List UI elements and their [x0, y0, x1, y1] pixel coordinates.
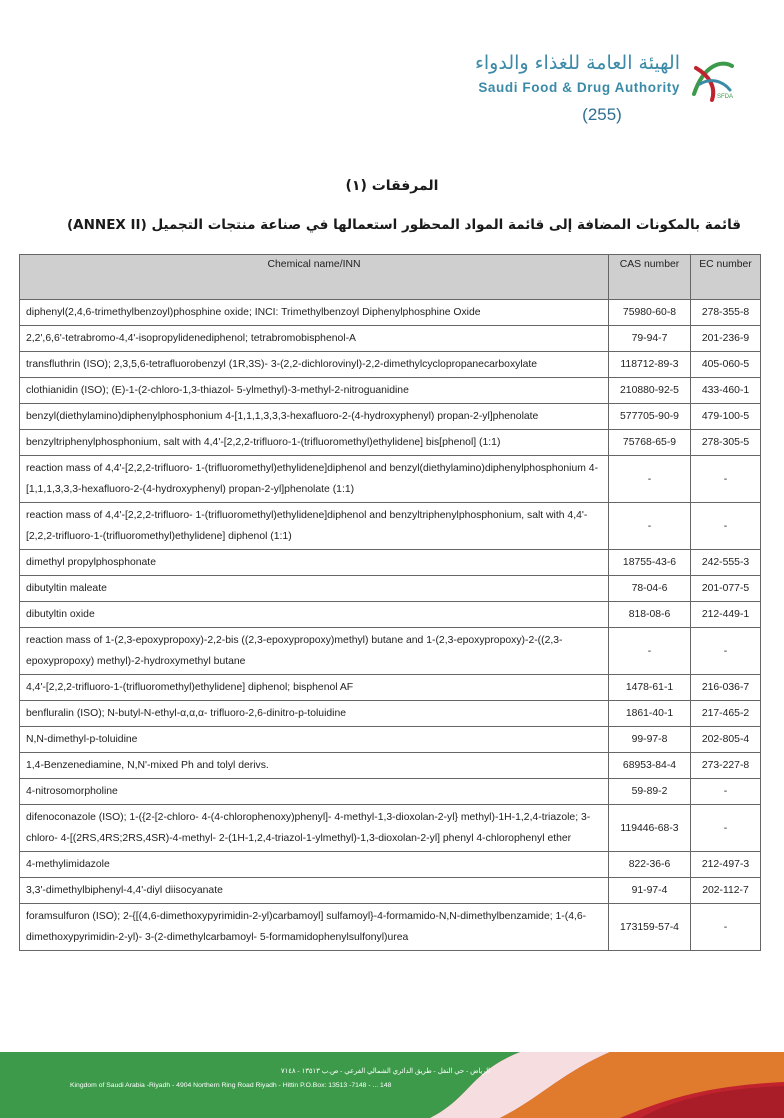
table-row: [20, 753, 761, 779]
sfda-logo: [460, 50, 740, 110]
chemical-name-cell: 2,2',6,6'-tetrabromo-4,4'-isopropylidenediphenol; tetrabromobisphenol-A: [20, 326, 609, 352]
ec-number-cell: 433-460-1: [691, 378, 761, 404]
table-row: [20, 805, 761, 852]
table-row: [20, 779, 761, 805]
table-row: [20, 628, 761, 675]
cas-number-cell: 78-04-6: [609, 576, 691, 602]
table-row: [20, 378, 761, 404]
chemical-name-cell: foramsulfuron (ISO); 2-{[(4,6-dimethoxypyrimidin-2-yl)carbamoyl] sulfamoyl}-4-formamido-N,N-dimethylbenzamide; 1-(4,6-dimethoxypyrimidin-2-yl)- 3-(2-dimethylcarbamoyl- 5-formamidophenylsulfonyl)urea: [20, 904, 609, 951]
table-row: [20, 326, 761, 352]
ec-number-cell: 278-305-5: [691, 430, 761, 456]
table-row: [20, 675, 761, 701]
chemical-name-cell: diphenyl(2,4,6-trimethylbenzoyl)phosphine oxide; INCI: Trimethylbenzoyl Diphenylphosphine Oxide: [20, 300, 609, 326]
ec-number-cell: 273-227-8: [691, 753, 761, 779]
org-name-english: Saudi Food & Drug Authority: [478, 80, 680, 95]
chemical-name-cell: benfluralin (ISO); N-butyl-N-ethyl-α,α,α- trifluoro-2,6-dinitro-p-toluidine: [20, 701, 609, 727]
cas-number-cell: 75980-60-8: [609, 300, 691, 326]
chemical-name-cell: 3,3'-dimethylbiphenyl-4,4'-diyl diisocyanate: [20, 878, 609, 904]
table-row: [20, 701, 761, 727]
ec-number-cell: -: [691, 904, 761, 951]
cas-number-cell: 91-97-4: [609, 878, 691, 904]
list-title: قائمة بالمكونات المضافة إلى قائمة المواد المحظور استعمالها في صناعة منتجات التجميل (ANNEX II): [66, 217, 742, 233]
cas-number-cell: 59-89-2: [609, 779, 691, 805]
ec-number-cell: 201-077-5: [691, 576, 761, 602]
ec-number-cell: 216-036-7: [691, 675, 761, 701]
chemical-name-cell: reaction mass of 1-(2,3-epoxypropoxy)-2,2-bis ((2,3-epoxypropoxy)methyl) butane and 1-(2,3-epoxypropoxy)-2-((2,3-epoxypropoxy) methyl)-2-hydroxymethyl butane: [20, 628, 609, 675]
chemical-name-cell: 4,4'-[2,2,2-trifluoro-1-(trifluoromethyl)ethylidene] diphenol; bisphenol AF: [20, 675, 609, 701]
footer-address-english: Kingdom of Saudi Arabia -Riyadh - 4904 Northern Ring Road Riyadh - Hittin P.O.Box: 13513 -7148 - ... 148: [70, 1082, 392, 1089]
footer-band: [0, 1052, 784, 1118]
chemical-name-cell: dimethyl propylphosphonate: [20, 550, 609, 576]
org-name-arabic: الهيئة العامة للغذاء والدواء: [474, 52, 680, 74]
table-row: [20, 550, 761, 576]
cas-number-cell: 1478-61-1: [609, 675, 691, 701]
table-header-row: [20, 255, 761, 300]
ec-number-cell: 405-060-5: [691, 352, 761, 378]
chemical-name-cell: 4-nitrosomorpholine: [20, 779, 609, 805]
ec-number-cell: 278-355-8: [691, 300, 761, 326]
ec-number-cell: 212-449-1: [691, 602, 761, 628]
ec-number-cell: 479-100-5: [691, 404, 761, 430]
table-row: [20, 456, 761, 503]
chemical-name-cell: 1,4-Benzenediamine, N,N'-mixed Ph and tolyl derivs.: [20, 753, 609, 779]
ec-number-cell: 201-236-9: [691, 326, 761, 352]
table-row: [20, 404, 761, 430]
cas-number-cell: 79-94-7: [609, 326, 691, 352]
ec-number-cell: 212-497-3: [691, 852, 761, 878]
chemical-name-cell: difenoconazole (ISO); 1-({2-[2-chloro- 4-(4-chlorophenoxy)phenyl]- 4-methyl-1,3-dioxolan-2-yl} methyl)-1H-1,2,4-triazole; 3-chloro- 4-[(2RS,4RS;2RS,4SR)-4-methyl- 2-(1H-1,2,4-triazol-1-ylmethyl)-1,3-dioxolan-2-yl] phenyl 4-chlorophenyl ether: [20, 805, 609, 852]
chemical-name-cell: dibutyltin maleate: [20, 576, 609, 602]
cas-number-cell: 68953-84-4: [609, 753, 691, 779]
table-row: [20, 852, 761, 878]
svg-text:SFDA: SFDA: [717, 94, 734, 100]
cas-number-cell: 18755-43-6: [609, 550, 691, 576]
ec-number-cell: -: [691, 628, 761, 675]
ec-number-cell: -: [691, 456, 761, 503]
table-row: [20, 602, 761, 628]
chemical-name-cell: N,N-dimethyl-p-toluidine: [20, 727, 609, 753]
ec-number-cell: 242-555-3: [691, 550, 761, 576]
ec-number-cell: 202-112-7: [691, 878, 761, 904]
sfda-emblem-icon: [686, 54, 736, 104]
header-cas-number: CAS number: [609, 255, 691, 300]
ec-number-cell: -: [691, 503, 761, 550]
cas-number-cell: 822-36-6: [609, 852, 691, 878]
chemical-name-cell: reaction mass of 4,4'-[2,2,2-trifluoro- 1-(trifluoromethyl)ethylidene]diphenol and benzyltriphenylphosphonium, salt with 4,4'-[2,2,2-trifluoro-1-(trifluoromethyl)ethylidene] diphenol (1:1): [20, 503, 609, 550]
table-row: [20, 878, 761, 904]
cas-number-cell: -: [609, 628, 691, 675]
cas-number-cell: 119446-68-3: [609, 805, 691, 852]
chemical-name-cell: reaction mass of 4,4'-[2,2,2-trifluoro- 1-(trifluoromethyl)ethylidene]diphenol and benzyl(diethylamino)diphenylphosphonium 4-[1,1,1,3,3,3-hexafluoro-2-(4-hydroxyphenyl) propan-2-yl]phenolate (1:1): [20, 456, 609, 503]
cas-number-cell: -: [609, 456, 691, 503]
chemical-name-cell: clothianidin (ISO); (E)-1-(2-chloro-1,3-thiazol- 5-ylmethyl)-3-methyl-2-nitroguanidine: [20, 378, 609, 404]
chemical-name-cell: benzyl(diethylamino)diphenylphosphonium 4-[1,1,1,3,3,3-hexafluoro-2-(4-hydroxyphenyl) propan-2-yl]phenolate: [20, 404, 609, 430]
cas-number-cell: 173159-57-4: [609, 904, 691, 951]
page-number: (255): [582, 105, 622, 124]
cas-number-cell: 818-08-6: [609, 602, 691, 628]
table-row: [20, 503, 761, 550]
chemical-name-cell: transfluthrin (ISO); 2,3,5,6-tetrafluorobenzyl (1R,3S)- 3-(2,2-dichlorovinyl)-2,2-dimethylcyclopropanecarboxylate: [20, 352, 609, 378]
annex-heading: المرفقات (١): [345, 178, 439, 194]
header-chemical-name: Chemical name/INN: [20, 255, 609, 300]
ec-number-cell: 217-465-2: [691, 701, 761, 727]
ec-number-cell: 202-805-4: [691, 727, 761, 753]
table-row: [20, 352, 761, 378]
table-row: [20, 576, 761, 602]
table-row: [20, 727, 761, 753]
table-row: [20, 904, 761, 951]
chemical-name-cell: dibutyltin oxide: [20, 602, 609, 628]
cas-number-cell: -: [609, 503, 691, 550]
cas-number-cell: 1861-40-1: [609, 701, 691, 727]
annex-ii-table: [19, 254, 760, 951]
cas-number-cell: 577705-90-9: [609, 404, 691, 430]
chemical-name-cell: benzyltriphenylphosphonium, salt with 4,4'-[2,2,2-trifluoro-1-(trifluoromethyl)ethylidene] bis[phenol] (1:1): [20, 430, 609, 456]
header-ec-number: EC number: [691, 255, 761, 300]
table-row: [20, 430, 761, 456]
cas-number-cell: 210880-92-5: [609, 378, 691, 404]
cas-number-cell: 75768-65-9: [609, 430, 691, 456]
footer-address-arabic: الرياض - حي النفل - طريق الدائري الشمالي الفرعي - ص.ب ١٣٥١٣ - ٧١٤٨: [280, 1068, 490, 1075]
cas-number-cell: 99-97-8: [609, 727, 691, 753]
chemical-name-cell: 4-methylimidazole: [20, 852, 609, 878]
ec-number-cell: -: [691, 779, 761, 805]
table-row: [20, 300, 761, 326]
cas-number-cell: 118712-89-3: [609, 352, 691, 378]
ec-number-cell: -: [691, 805, 761, 852]
